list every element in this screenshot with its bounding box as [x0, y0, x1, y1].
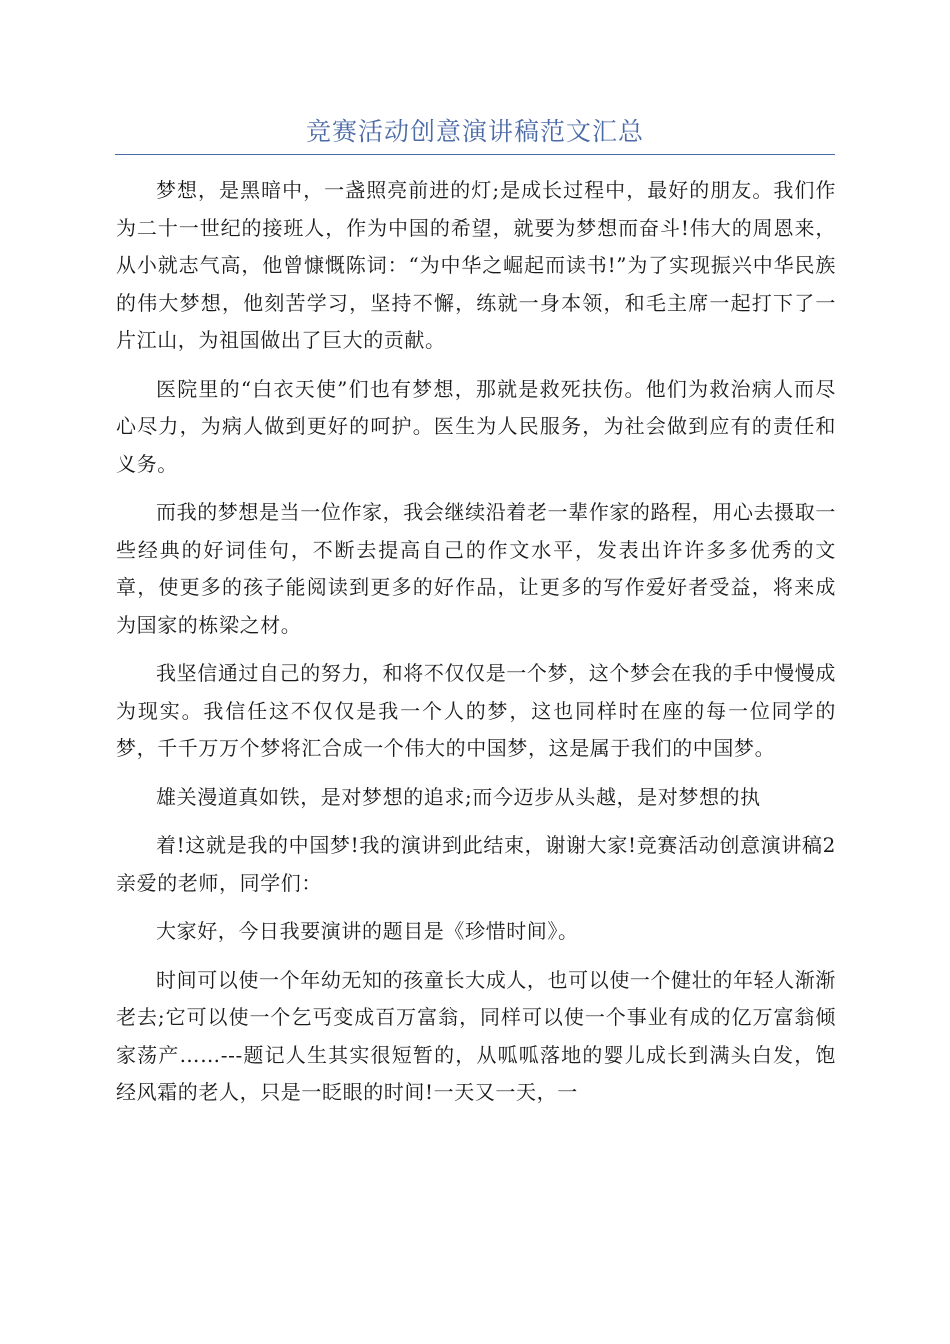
- paragraph-writer-dream: 而我的梦想是当一位作家，我会继续沿着老一辈作家的路程，用心去摄取一些经典的好词佳句，不断去提高自己的作文水平，发表出许许多多优秀的文章，使更多的孩子能阅读到更多的好作品，让更多的写作爱好者受益，将来成为国家的栋梁之材。: [116, 500, 836, 637]
- document-body: [116, 172, 836, 1123]
- title-underline: [115, 154, 835, 155]
- paragraph-china-dream: 我坚信通过自己的努力，和将不仅仅是一个梦，这个梦会在我的手中慢慢成为现实。我信任这不仅仅是我一个人的梦，这也同样时在座的每一位同学的梦，千千万万个梦将汇合成一个伟大的中国梦，这是属于我们的中国梦。: [116, 661, 836, 760]
- paragraph-time: 时间可以使一个年幼无知的孩童长大成人，也可以使一个健壮的年轻人渐渐老去;它可以使一个乞丐变成百万富翁，同样可以使一个事业有成的亿万富翁倾家荡产……---题记人生其实很短暂的，从呱呱落地的婴儿成长到满头白发，饱经风霜的老人，只是一眨眼的时间!一天又一天，一: [116, 967, 836, 1104]
- paragraph-dream-intro: 梦想，是黑暗中，一盏照亮前进的灯;是成长过程中，最好的朋友。我们作为二十一世纪的接班人，作为中国的希望，就要为梦想而奋斗!伟大的周恩来，从小就志气高，他曾慷慨陈词：“为中华之崛起而读书!”为了实现振兴中华民族的伟大梦想，他刻苦学习，坚持不懈，练就一身本领，和毛主席一起打下了一片江山，为祖国做出了巨大的贡献。: [116, 178, 836, 352]
- paragraph-doctors: 医院里的“白衣天使”们也有梦想，那就是救死扶伤。他们为救治病人而尽心尽力，为病人做到更好的呵护。医生为人民服务，为社会做到应有的责任和义务。: [116, 376, 836, 476]
- paragraph-pursuit: 雄关漫道真如铁，是对梦想的追求;而今迈步从头越，是对梦想的执: [156, 784, 761, 809]
- paragraph-speech-end: 着!这就是我的中国梦!我的演讲到此结束，谢谢大家!竞赛活动创意演讲稿2亲爱的老师，同学们：: [116, 833, 836, 895]
- paragraph-greeting: 大家好，今日我要演讲的题目是《珍惜时间》。: [156, 919, 579, 943]
- document-title: 竞赛活动创意演讲稿范文汇总: [305, 117, 644, 146]
